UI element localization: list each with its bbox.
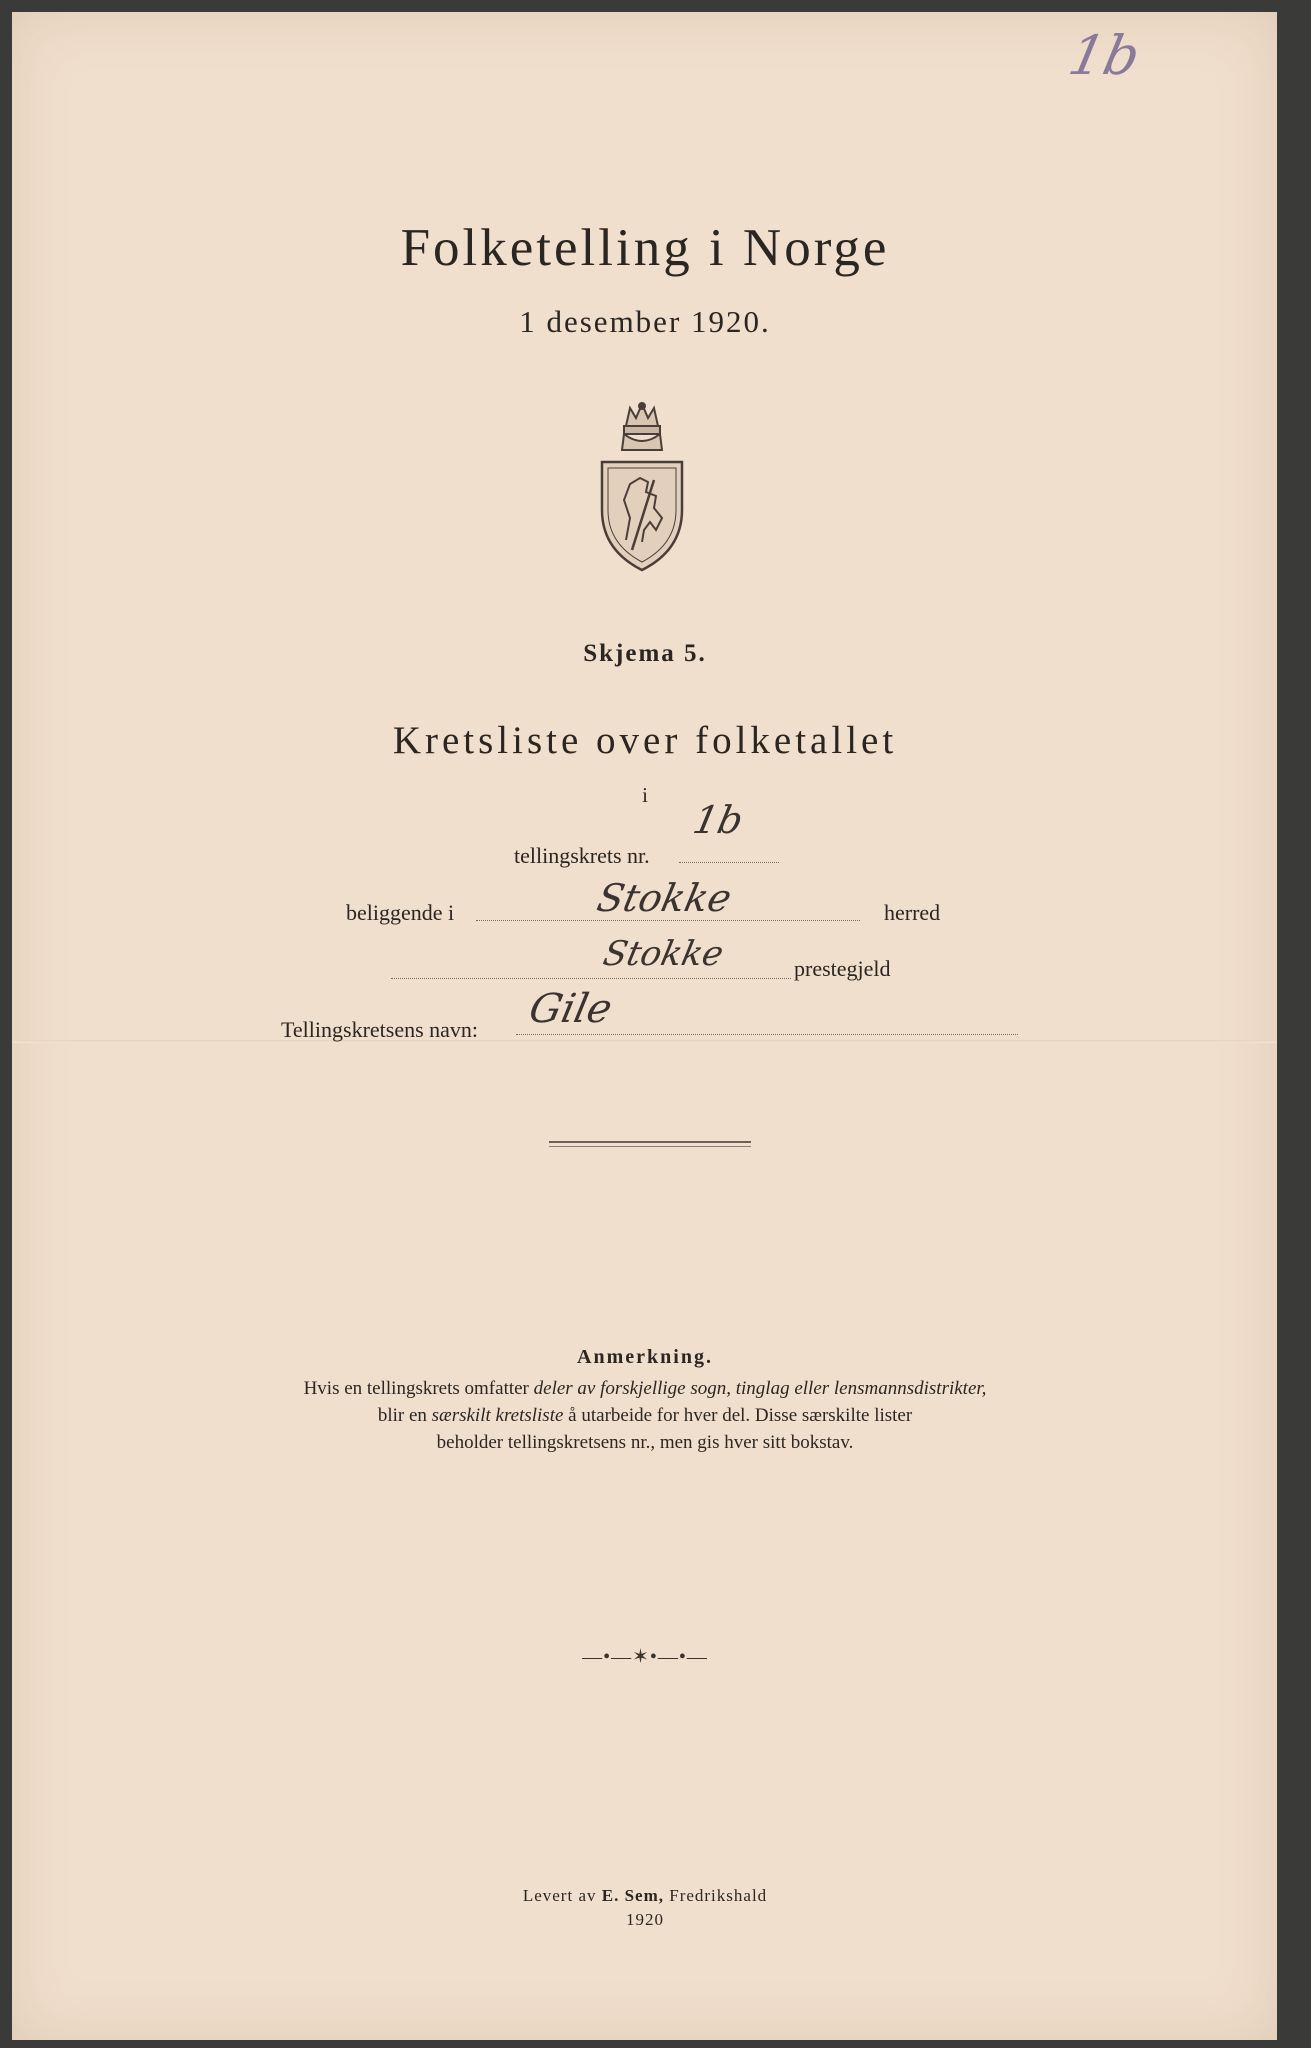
norwegian-coat-of-arms-icon: [596, 400, 688, 572]
note-line-2: blir en særskilt kretsliste å utarbeide for hver del. Disse særskilte lister: [377, 1405, 913, 1426]
connector-i: i: [642, 783, 648, 807]
note-title: Anmerkning.: [577, 1346, 713, 1368]
note-line-3: beholder tellingskretsens nr., men gis hver sitt bokstav.: [436, 1432, 854, 1453]
herred-line: [476, 920, 860, 921]
note-line-1: Hvis en tellingskrets omfatter deler av forskjellige sogn, tinglag eller lensmannsdistrikter,: [303, 1378, 987, 1399]
census-date: 1 desember 1920.: [519, 304, 771, 339]
krets-line: [679, 862, 779, 863]
form-heading: Kretsliste over folketallet: [392, 719, 898, 762]
printer-credit: Levert av E. Sem, Fredrikshald: [522, 1886, 768, 1905]
schema-number: Skjema 5.: [583, 640, 707, 667]
paper-fold: [12, 1040, 1277, 1043]
krets-label: tellingskrets nr.: [514, 843, 650, 868]
krets-value: 1b: [689, 798, 748, 842]
page-title: Folketelling i Norge: [400, 219, 890, 277]
navn-line: [516, 1034, 1018, 1035]
herred-value: Stokke: [593, 876, 736, 920]
navn-value: Gile: [525, 986, 617, 1032]
prestegjeld-value: Stokke: [599, 934, 728, 974]
print-year: 1920: [626, 1910, 664, 1929]
corner-handwritten-mark: 1b: [1063, 24, 1146, 87]
ornament-divider: —•—✶•—•—: [582, 1646, 708, 1668]
prestegjeld-label: prestegjeld: [794, 956, 891, 981]
beliggende-label: beliggende i: [346, 900, 455, 925]
divider-rule-thin: [549, 1146, 751, 1147]
navn-label: Tellingskretsens navn:: [281, 1017, 479, 1042]
divider-rule: [549, 1141, 751, 1143]
herred-label: herred: [884, 900, 941, 925]
prestegjeld-line: [391, 978, 791, 979]
